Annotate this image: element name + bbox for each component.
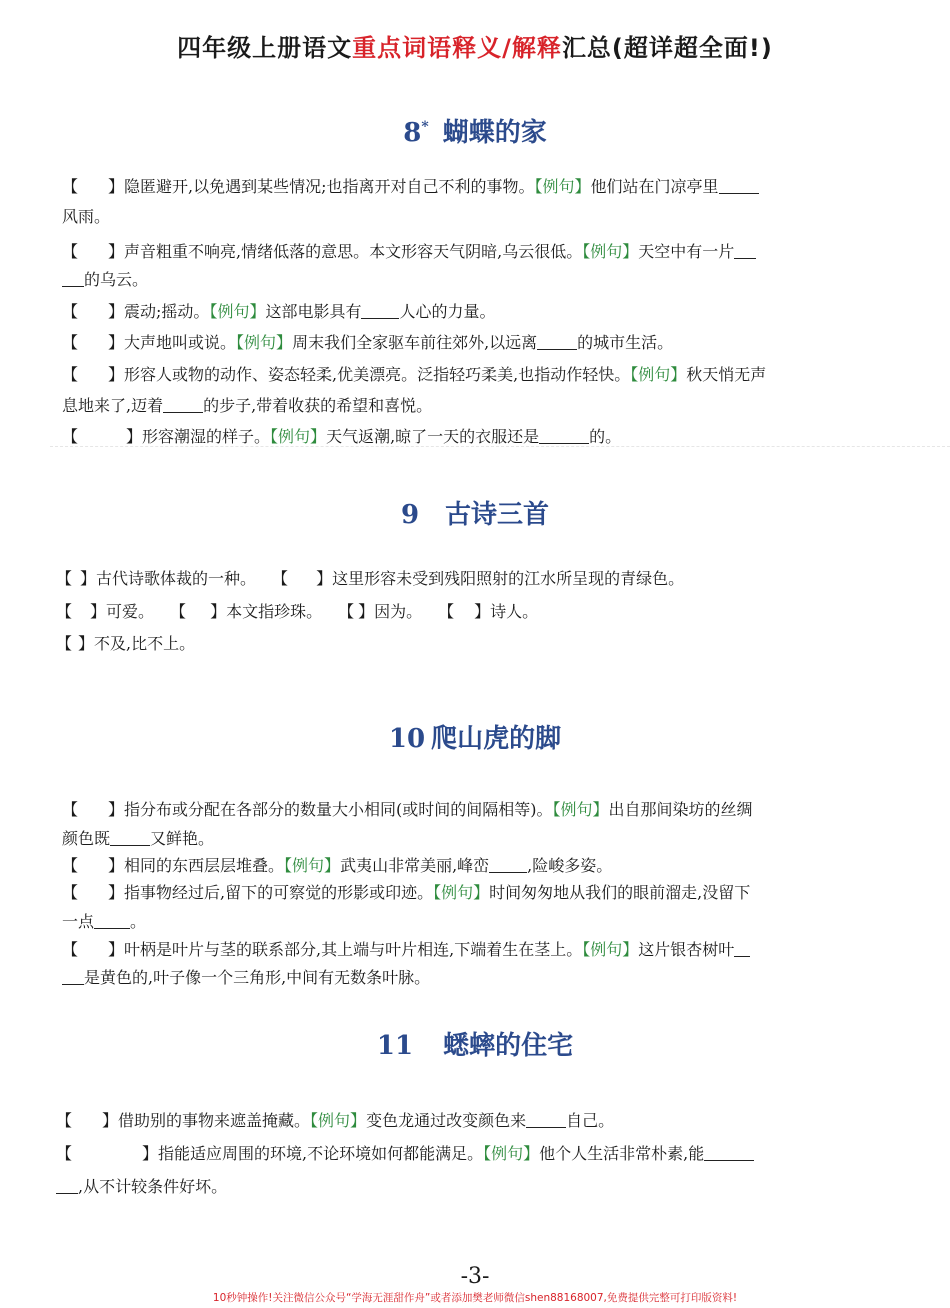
fill-blank — [719, 178, 759, 194]
fill-blank — [110, 830, 150, 846]
entry-line: 【 】形容潮湿的样子。【例句】天气返潮,晾了一天的衣服还是 的。 — [62, 427, 622, 446]
entry-line: 【 】指事物经过后,留下的可察觉的形影或印迹。【例句】时间匆匆地从我们的眼前溜走,没留下 — [62, 883, 751, 902]
entry-line: 【 】指分布或分配在各部分的数量大小相同(或时间的间隔相等)。【例句】出自那间染坊的丝绸 — [62, 800, 753, 819]
fill-blank — [94, 913, 130, 929]
entry-line: 【 】相同的东西层层堆叠。【例句】武夷山非常美丽,峰峦 ,险峻多姿。 — [62, 856, 613, 875]
entry-line: 【 】古代诗歌体裁的一种。 【 】这里形容未受到残阳照射的江水所呈现的青绿色。 — [56, 569, 685, 588]
fill-blank — [489, 857, 527, 873]
fill-blank — [526, 1112, 566, 1128]
fill-blank — [62, 271, 84, 287]
entry-line: 息地来了,迈着 的步子,带着收获的希望和喜悦。 — [62, 396, 433, 415]
entry-line: 【 】震动;摇动。【例句】这部电影具有 人心的力量。 — [62, 302, 496, 321]
section-heading-10: 10 爬山虎的脚 — [388, 724, 562, 754]
entry-line: 【 】不及,比不上。 — [56, 634, 196, 653]
section-heading-9: 9 古诗三首 — [400, 500, 550, 530]
fill-blank — [704, 1145, 754, 1161]
entry-line: 是黄色的,叶子像一个三角形,中间有无数条叶脉。 — [62, 967, 890, 989]
entry-line: 【 】叶柄是叶片与茎的联系部分,其上端与叶片相连,下端着生在茎上。【例句】这片银杏树叶 — [62, 939, 890, 961]
footer-note: 10秒钟操作!关注微信公众号“学海无涯甜作舟”或者添加樊老师微信shen88168007,免费提供完整可打印版资料! — [212, 1292, 738, 1304]
fill-blank — [361, 303, 399, 319]
page-title: 四年级上册语文重点词语释义/解释汇总(超详超全面!) — [177, 34, 773, 62]
entry-line: 颜色既 又鲜艳。 — [62, 829, 215, 848]
fill-blank — [734, 941, 750, 957]
entry-line: 【 】形容人或物的动作、姿态轻柔,优美漂亮。泛指轻巧柔美,也指动作轻快。【例句】秋天悄无声 — [62, 365, 767, 384]
section-heading-11: 11 蟋蟀的住宅 — [376, 1031, 574, 1061]
entry-line: 【 】声音粗重不响亮,情绪低落的意思。本文形容天气阴暗,乌云很低。【例句】天空中有一片 — [62, 241, 890, 263]
divider — [50, 446, 950, 447]
entry-line: ,从不计较条件好坏。 — [56, 1176, 890, 1198]
entry-line: 【 】隐匿避开,以免遇到某些情况;也指离开对自己不利的事物。【例句】他们站在门凉亭里 — [62, 176, 890, 198]
entry-line: 一点 。 — [62, 912, 147, 931]
fill-blank — [537, 334, 577, 350]
fill-blank — [734, 243, 756, 259]
entry-line: 【 】借助别的事物来遮盖掩藏。【例句】变色龙通过改变颜色来 自己。 — [56, 1111, 615, 1130]
fill-blank — [539, 428, 589, 444]
entry-line: 【 】大声地叫或说。【例句】周末我们全家驱车前往郊外,以远离 的城市生活。 — [62, 333, 674, 352]
fill-blank — [62, 969, 84, 985]
entry-line: 【 】指能适应周围的环境,不论环境如何都能满足。【例句】他个人生活非常朴素,能 — [56, 1143, 890, 1165]
fill-blank — [163, 397, 203, 413]
entry-line: 风雨。 — [62, 207, 111, 226]
entry-line: 的乌云。 — [62, 269, 890, 291]
page-number: -3- — [460, 1264, 490, 1289]
entry-line: 【 】可爱。 【 】本文指珍珠。 【 】因为。 【 】诗人。 — [56, 602, 539, 621]
section-heading-8: 8* 蝴蝶的家 — [403, 118, 547, 148]
fill-blank — [56, 1178, 78, 1194]
